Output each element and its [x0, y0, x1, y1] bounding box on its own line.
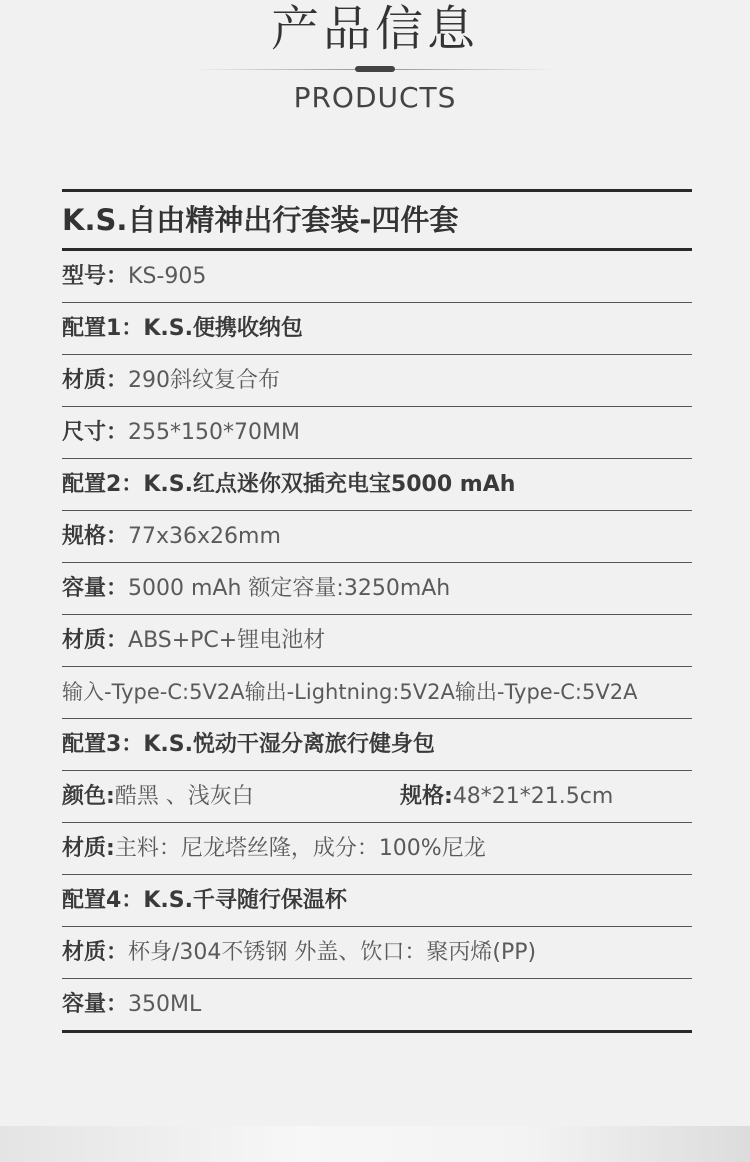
title-divider-dash: [355, 66, 395, 72]
spec-table: [62, 189, 692, 1033]
row-io-2: [62, 667, 692, 719]
row-label: 材质：: [62, 628, 129, 653]
row-value: 77x36x26mm: [128, 524, 281, 549]
row-value: 酷黑 、浅灰白: [114, 784, 254, 809]
row-value: 输入-Type-C:5V2A输出-Lightning:5V2A输出-Type-C:5V2A: [62, 680, 638, 704]
row-value: K.S.便携收纳包: [143, 316, 303, 341]
row-value: 杯身/304不锈钢 外盖、饮口：聚丙烯(PP): [128, 940, 537, 965]
row-color-spec-3: [62, 771, 692, 823]
row-label: 容量：: [62, 992, 129, 1017]
row-value: ABS+PC+锂电池材: [128, 628, 326, 653]
row-spec-2: [62, 511, 692, 563]
row-value: 350ML: [128, 992, 202, 1017]
row-material-2: [62, 615, 692, 667]
row-label: 颜色:: [62, 784, 115, 809]
row-value: K.S.红点迷你双插充电宝5000 mAh: [143, 472, 516, 497]
row-label: 材质：: [62, 940, 129, 965]
row-model: [62, 251, 692, 303]
row-material-3: [62, 823, 692, 875]
section-title: 产品信息: [270, 1, 479, 57]
row-config-3: [62, 719, 692, 771]
row-label: 规格:: [400, 784, 453, 809]
row-size-1: [62, 407, 692, 459]
row-label: 配置3：: [62, 732, 144, 757]
row-config-1: [62, 303, 692, 355]
section-subtitle: PRODUCTS: [293, 81, 457, 114]
row-label: 型号：: [62, 264, 129, 289]
product-title: K.S.自由精神出行套装-四件套: [62, 192, 692, 251]
row-label: 配置1：: [62, 316, 144, 341]
row-label: 配置2：: [62, 472, 144, 497]
row-label: 尺寸：: [62, 420, 129, 445]
row-value: 主料：尼龙塔丝隆，成分：100%尼龙: [114, 836, 486, 861]
row-value: K.S.千寻随行保温杯: [143, 888, 347, 913]
row-capacity-2: [62, 563, 692, 615]
row-value: 290斜纹复合布: [128, 368, 281, 393]
section-header: [0, 0, 750, 130]
row-value: 5000 mAh 额定容量:3250mAh: [128, 576, 451, 601]
row-value: KS-905: [128, 264, 207, 289]
bottom-image-edge: [0, 1126, 750, 1162]
row-label: 容量：: [62, 576, 129, 601]
row-label: 材质：: [62, 368, 129, 393]
row-capacity-4: [62, 979, 692, 1030]
row-config-2: [62, 459, 692, 511]
row-value: K.S.悦动干湿分离旅行健身包: [143, 732, 435, 757]
row-second-column: [400, 771, 613, 822]
row-material-1: [62, 355, 692, 407]
row-value: 48*21*21.5cm: [452, 784, 614, 809]
row-value: 255*150*70MM: [128, 420, 300, 445]
row-label: 材质:: [62, 836, 115, 861]
row-label: 规格：: [62, 524, 129, 549]
row-material-4: [62, 927, 692, 979]
row-label: 配置4：: [62, 888, 144, 913]
row-config-4: [62, 875, 692, 927]
